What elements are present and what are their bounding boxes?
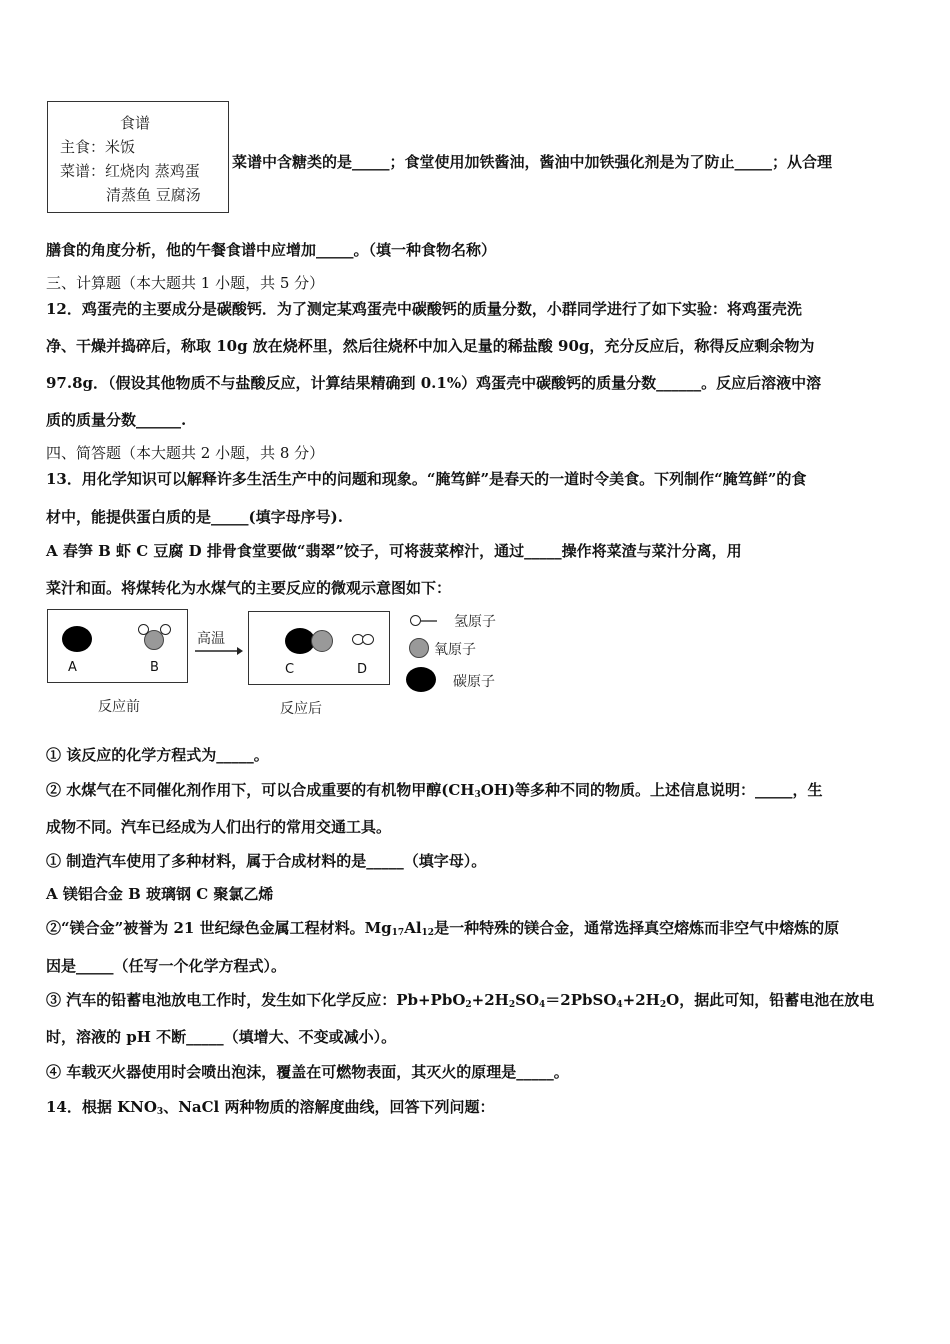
hydrogen-legend-icon xyxy=(410,615,421,626)
recipe-box xyxy=(47,101,229,213)
oxygen-legend-icon xyxy=(409,638,429,658)
text-line: A 镁铝合金 B 玻璃钢 C 聚氯乙烯 xyxy=(46,885,274,903)
text-line: 14．根据 $KNO_3$、NaCl 两种物质的溶解度曲线，回答下列问题： xyxy=(46,1098,495,1117)
label-b: B xyxy=(150,660,159,675)
text-line: 13．用化学知识可以解释许多生活生产中的问题和现象。“腌笃鲜”是春天的一道时令美食。下列制作“腌笃鲜”的食 xyxy=(46,470,807,488)
hydrogen-atom xyxy=(138,624,149,635)
text-line: 时，溶液的 pH 不断_____（填增大、不变或减小）。 xyxy=(46,1028,397,1046)
text-line: 菜谱中含糖类的是_____；食堂使用加铁酱油，酱油中加铁强化剂是为了防止_____；从合理 xyxy=(232,153,833,171)
text-line: 净、干燥并捣碎后，称取 10g 放在烧杯里，然后往烧杯中加入足量的稀盐酸 90g，充分反应后，称得反应剩余物为 xyxy=(46,337,815,355)
text-line: ②“镁合金”被誉为 21 世纪绿色金属工程材料。$Mg_{17}Al_{12}$是一种特殊的镁合金，通常选择真空熔炼而非空气中熔炼的原 xyxy=(46,919,840,938)
legend-carbon: 碳原子 xyxy=(453,674,495,690)
oxygen-atom xyxy=(311,630,333,652)
hydrogen-atom xyxy=(362,634,374,645)
text-line: 因是_____（任写一个化学方程式）。 xyxy=(46,957,287,975)
legend-oxygen: 氧原子 xyxy=(434,642,476,658)
label-c: C xyxy=(285,662,295,677)
text-line: 膳食的角度分析，他的午餐食谱中应增加_____。（填一种食物名称） xyxy=(46,241,497,259)
text-line: 12．鸡蛋壳的主要成分是碳酸钙．为了测定某鸡蛋壳中碳酸钙的质量分数，小群同学进行了如下实验：将鸡蛋壳洗 xyxy=(46,300,802,318)
after-box xyxy=(248,611,390,685)
text-line: 质的质量分数______. xyxy=(46,411,187,429)
text-line: 97.8g．（假设其他物质不与盐酸反应，计算结果精确到 0.1%）鸡蛋壳中碳酸钙的质量分数______。反应后溶液中溶 xyxy=(46,374,822,392)
text-line: A 春笋 B 虾 C 豆腐 D 排骨食堂要做“翡翠”饺子，可将菠菜榨汁，通过_____操作将菜渣与菜汁分离，用 xyxy=(46,542,742,560)
label-a: A xyxy=(68,660,77,675)
recipe-dishes-2: 清蒸鱼 豆腐汤 xyxy=(106,186,201,204)
carbon-legend-icon xyxy=(406,667,436,692)
arrow-icon xyxy=(193,645,243,657)
text-line: ② 水煤气在不同催化剂作用下，可以合成重要的有机物甲醇$(CH_3OH)$等多种不同的物质。上述信息说明：_____，生 xyxy=(46,781,823,800)
recipe-staple: 主食：米饭 xyxy=(60,138,136,156)
reaction-condition: 高温 xyxy=(197,631,225,647)
text-line: ① 该反应的化学方程式为_____。 xyxy=(46,746,269,764)
text-line: ④ 车载灭火器使用时会喷出泡沫，覆盖在可燃物表面，其灭火的原理是_____。 xyxy=(46,1063,569,1081)
before-box xyxy=(47,609,188,683)
hydrogen-atom xyxy=(160,624,171,635)
text-line: 成物不同。汽车已经成为人们出行的常用交通工具。 xyxy=(46,818,392,836)
recipe-title: 食谱 xyxy=(120,114,151,132)
text-line: ① 制造汽车使用了多种材料，属于合成材料的是_____（填字母）。 xyxy=(46,852,487,870)
legend-line-icon xyxy=(421,620,437,622)
legend-hydrogen: 氢原子 xyxy=(454,614,496,630)
carbon-atom xyxy=(62,626,92,652)
text-line: 菜汁和面。将煤转化为水煤气的主要反应的微观示意图如下： xyxy=(46,579,452,597)
text-line: 材中，能提供蛋白质的是_____(填字母序号). xyxy=(46,508,343,526)
label-d: D xyxy=(357,662,368,677)
text-line: ③ 汽车的铅蓄电池放电工作时，发生如下化学反应：$Pb+PbO_2+2H_2SO_4=2PbSO_4+2H_2O$，据此可知，铅蓄电池在放电 xyxy=(46,991,875,1010)
section-heading: 四、简答题（本大题共 2 小题，共 8 分） xyxy=(46,444,325,462)
after-caption: 反应后 xyxy=(280,701,322,717)
before-caption: 反应前 xyxy=(98,699,140,715)
section-heading: 三、计算题（本大题共 1 小题，共 5 分） xyxy=(46,274,325,292)
recipe-dishes-1: 菜谱：红烧肉 蒸鸡蛋 xyxy=(60,162,200,180)
